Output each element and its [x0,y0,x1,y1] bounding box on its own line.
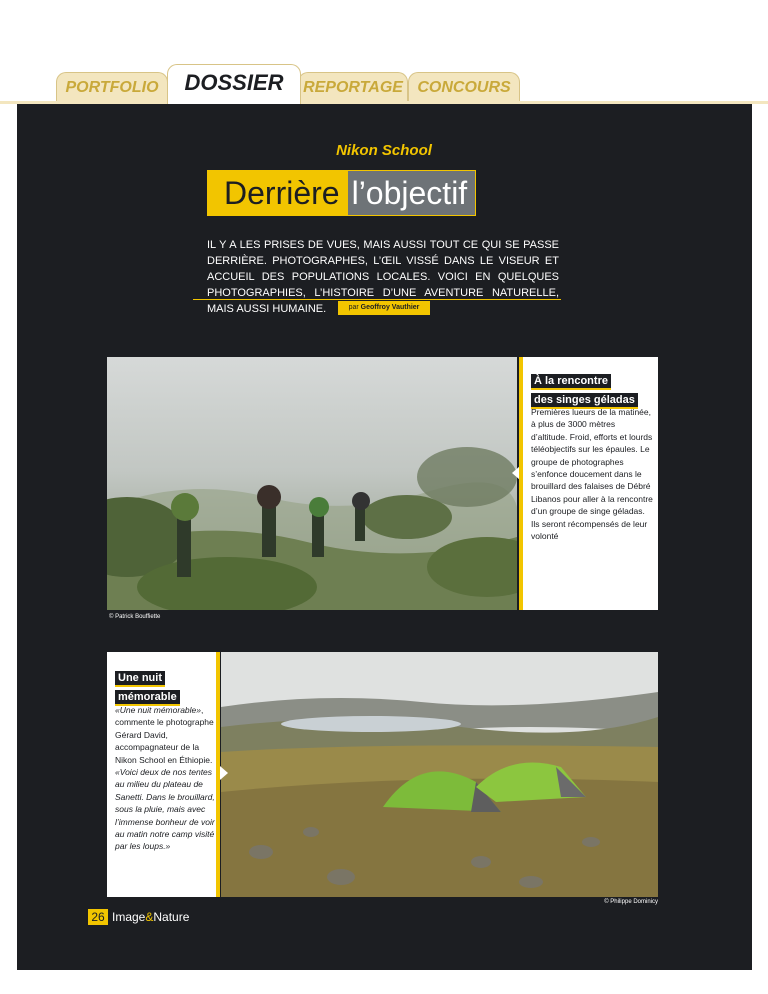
magazine-name-right: Nature [153,910,190,924]
article-intro: IL Y A LES PRISES DE VUES, MAIS AUSSI TOUT CE QUI SE PASSE DERRIÈRE. PHOTOGRAPHES, L’ŒIL VISSÉ DANS LE VISEUR ET ACCUEIL DES POPULATIONS LOCALES. VOICI EN QUELQUES PHOTOGRAPHIES, L’HISTOIRE D’UNE AVENTURE NATURELLE, MAIS AUSSI HUMAINE. [207,239,559,315]
section-1-title-line1: À la rencontre [531,374,611,390]
photo-tents-plateau [221,652,658,897]
magazine-name [112,909,189,925]
article-title [207,170,476,216]
tab-concours[interactable]: CONCOURS [408,72,520,102]
byline-prefix: par [348,304,359,311]
magazine-name-amp: & [145,910,154,924]
sidebar-section-2 [107,652,220,897]
section-2-plain-text: , commente le photographe Gérard David, accompagnateur de la Nikon School en Éthiopie. [115,705,214,765]
byline [338,301,430,315]
section-1-title [531,371,653,409]
tab-reportage[interactable]: REPORTAGE [298,72,408,102]
section-1-title-line2: des singes géladas [531,393,638,409]
photo-credit-1: © Patrick Bouffiette [109,614,161,620]
intro-divider [193,299,561,300]
section-2-title-line1: Une nuit [115,671,165,687]
magazine-name-left: Image [112,910,146,924]
photo-credit-2: © Philippe Dominicy [604,899,658,905]
title-part-right: l’objectif [348,171,476,215]
title-part-left: Derrière [208,171,348,215]
tab-dossier[interactable]: DOSSIER [167,64,301,104]
tab-portfolio[interactable]: PORTFOLIO [56,72,168,102]
section-2-text [115,704,215,853]
sidebar-section-1 [519,357,658,610]
byline-author: Geoffroy Vauthier [360,304,420,311]
quote-2: «Voici deux de nos tentes au milieu du plateau de Sanetti. Dans le brouillard, sous la pluie, mais avec l’immense bonheur de voir au matin notre camp visité par les loups.» [115,767,215,852]
section-2-title [115,668,215,706]
callout-arrow-2 [220,766,228,780]
section-tabs [52,60,532,104]
quote-1: «Une nuit mémorable» [115,705,201,715]
photo-hikers-fog [107,357,517,610]
section-2-title-line2: mémorable [115,690,180,706]
section-1-text: Premières lueurs de la matinée, à plus de 3000 mètres d’altitude. Froid, efforts et lourds téléobjectifs sur les épaules. Le groupe de photographes s’enfonce doucement dans le brouillard des falaises de Débré Libanos pour aller à la rencontre d’un groupe de singe géladas. Ils seront récompensés de leur volonté [531,407,653,542]
page-number: 26 [88,909,108,925]
article-kicker: Nikon School [336,142,432,159]
